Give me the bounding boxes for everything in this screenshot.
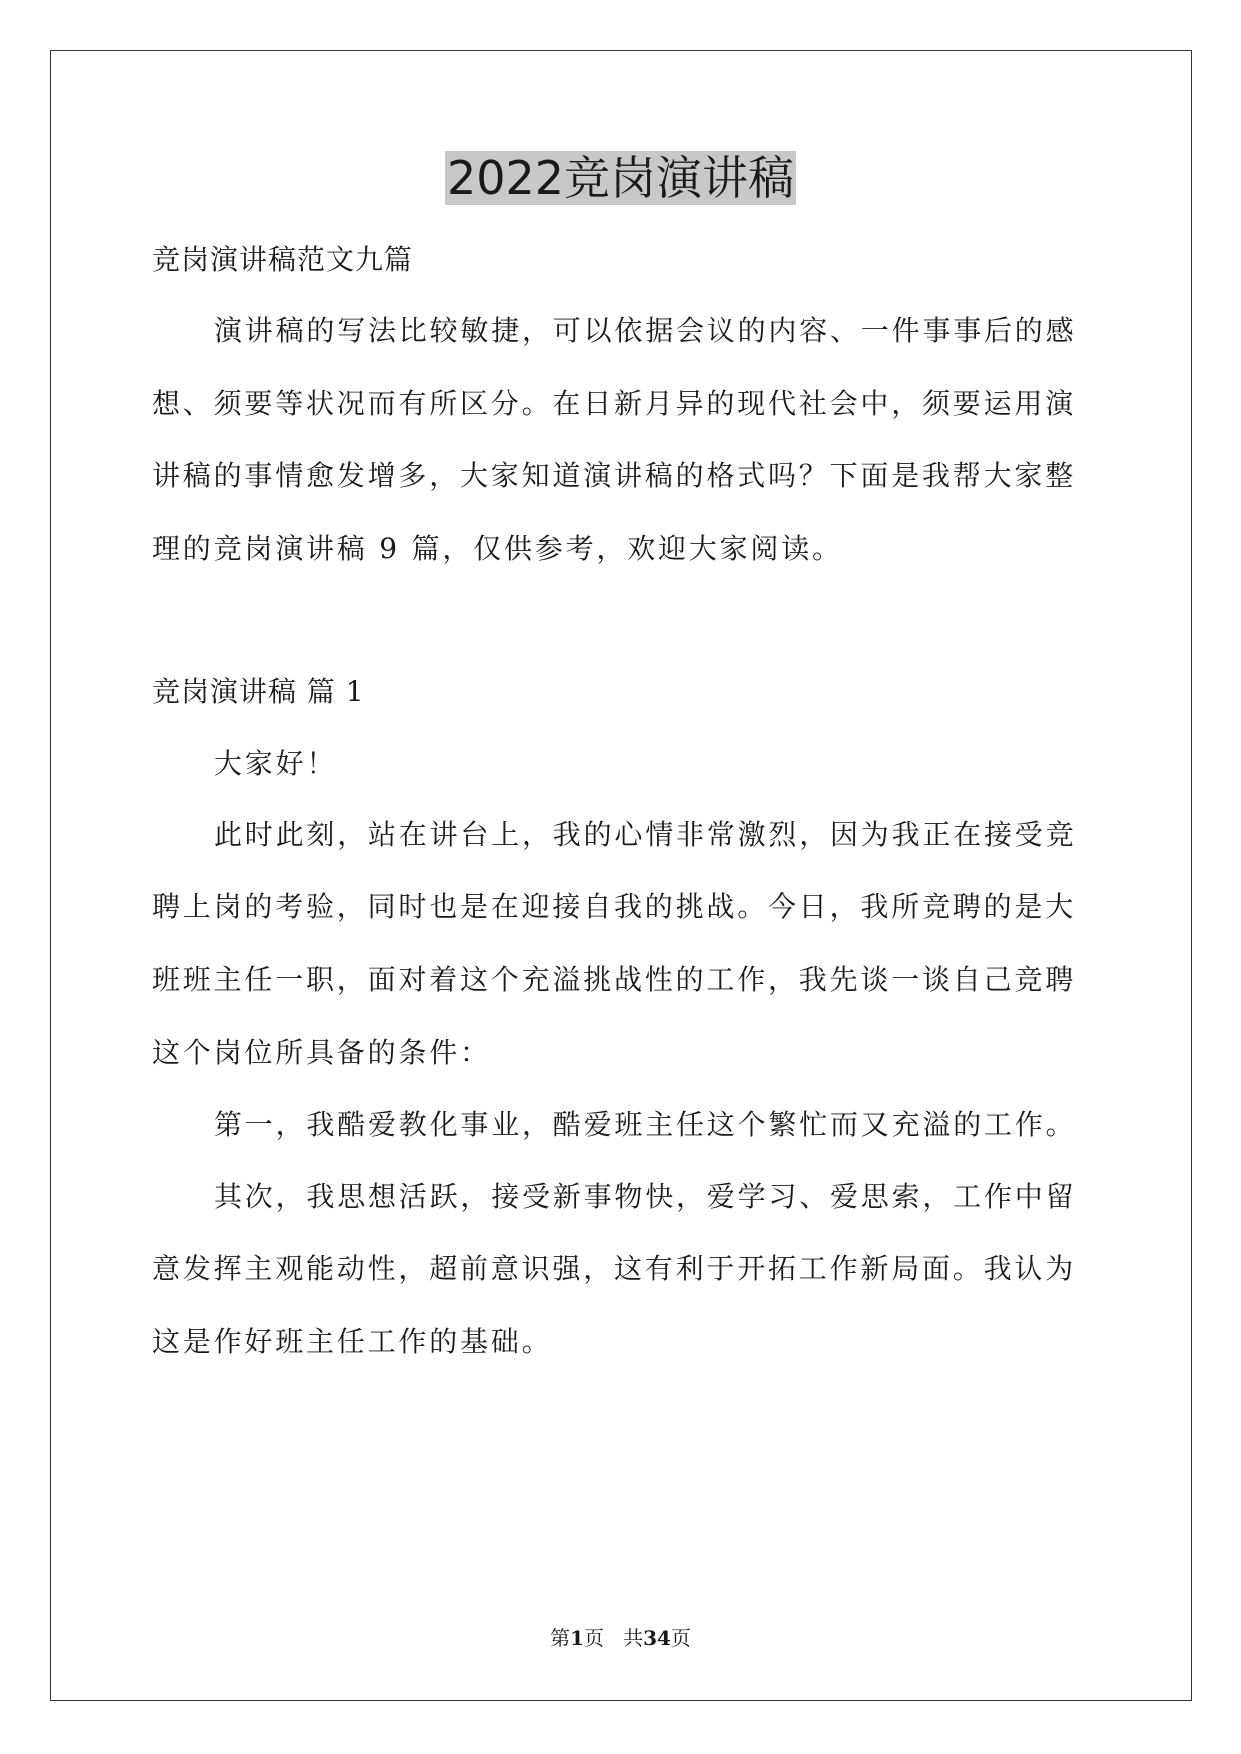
body-line: 班班主任一职，面对着这个充溢挑战性的工作，我先谈一谈自己竞聘: [152, 963, 1077, 996]
body-line: 意发挥主观能动性，超前意识强，这有利于开拓工作新局面。我认为: [152, 1252, 1077, 1285]
page-mid: 页 共: [584, 1626, 644, 1650]
body-line: 这是作好班主任工作的基础。: [152, 1325, 553, 1358]
body-line: 聘上岗的考验，同时也是在迎接自我的挑战。今日，我所竞聘的是大: [152, 890, 1077, 923]
body-line: 其次，我思想活跃，接受新事物快，爱学习、爱思索，工作中留: [214, 1180, 1077, 1213]
page-current: 1: [570, 1626, 584, 1650]
page-prefix: 第: [550, 1626, 571, 1650]
document-title: [0, 148, 1241, 208]
page-total: 34: [643, 1626, 671, 1650]
page-footer: [0, 1625, 1241, 1651]
body-line: 此时此刻，站在讲台上，我的心情非常激烈，因为我正在接受竞: [214, 818, 1077, 851]
subtitle: 竞岗演讲稿范文九篇: [152, 243, 414, 276]
greeting: 大家好！: [214, 747, 338, 780]
intro-line: 演讲稿的写法比较敏捷，可以依据会议的内容、一件事事后的感: [214, 314, 1077, 347]
document-title-text: 2022竞岗演讲稿: [446, 151, 795, 205]
page-suffix: 页: [670, 1626, 691, 1650]
body-line: 第一，我酷爱教化事业，酷爱班主任这个繁忙而又充溢的工作。: [214, 1108, 1077, 1141]
intro-line: 想、须要等状况而有所区分。在日新月异的现代社会中，须要运用演: [152, 387, 1077, 420]
intro-line: 理的竞岗演讲稿 9 篇，仅供参考，欢迎大家阅读。: [152, 532, 843, 565]
section-heading: 竞岗演讲稿 篇 1: [152, 675, 365, 708]
page-border: [50, 50, 1192, 1701]
intro-line: 讲稿的事情愈发增多，大家知道演讲稿的格式吗？下面是我帮大家整: [152, 459, 1077, 492]
body-line: 这个岗位所具备的条件：: [152, 1036, 491, 1069]
